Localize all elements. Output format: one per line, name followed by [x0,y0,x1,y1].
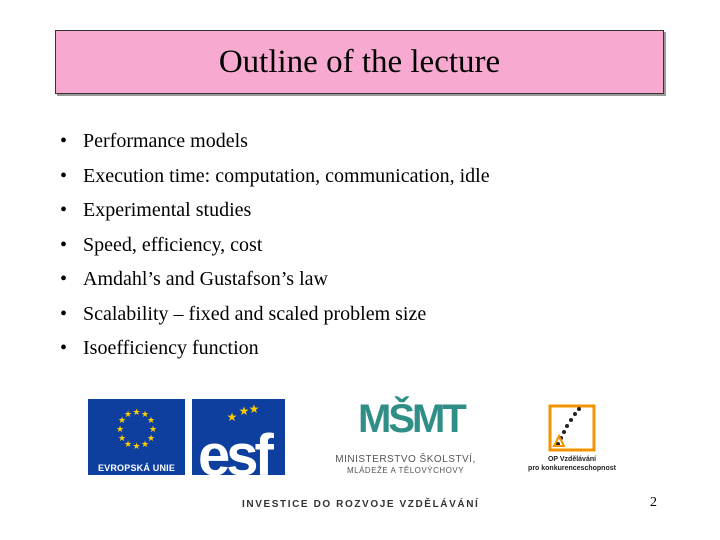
svg-text:★: ★ [238,404,250,418]
bullet-text: Amdahl’s and Gustafson’s law [83,268,328,290]
msmt-mark: MŠMT [358,397,464,441]
investice-tagline: INVESTICE DO ROZVOJE VZDĚLÁVÁNÍ [242,499,480,510]
eu-stars-icon [88,399,185,461]
bullet-dot: • [60,130,68,152]
bullet-item [60,228,490,263]
svg-text:★: ★ [148,425,158,435]
svg-text:★: ★ [140,440,150,450]
bullet-text: Execution time: computation, communication, idle [83,164,490,187]
bullet-dot: • [60,233,68,256]
bullet-text: Experimental studies [83,199,252,221]
svg-text:★: ★ [123,410,133,420]
bullet-dot: • [60,164,68,187]
svg-text:★: ★ [117,434,127,444]
svg-text:★: ★ [146,434,156,444]
op-line2: pro konkurenceschopnost [528,465,616,472]
op-logo [522,396,622,478]
svg-text:★: ★ [115,425,125,435]
bullet-item [60,159,490,194]
sponsor-logos [85,392,645,487]
bullet-item [60,193,490,228]
title-box [55,30,664,94]
bullet-item [60,331,490,366]
msmt-line1: MINISTERSTVO ŠKOLSTVÍ, [335,454,476,465]
page-number: 2 [650,495,657,510]
bullet-text: Scalability – fixed and scaled problem size [83,302,427,325]
svg-text:★: ★ [226,410,238,424]
bullet-text: Isoefficiency function [83,337,259,359]
bullet-item [60,124,490,159]
bullet-dot: • [60,268,68,290]
esf-label: esf [198,423,270,475]
svg-text:★: ★ [248,402,260,416]
eu-label: EVROPSKÁ UNIE [97,463,176,473]
op-line1: OP Vzdělávání [547,456,597,463]
bullet-list [60,124,490,366]
op-emblem-icon [522,396,622,454]
svg-text:★: ★ [132,408,141,418]
msmt-line2: MLÁDEŽE A TĚLOVÝCHOVY [346,466,465,475]
bullet-text: Performance models [83,130,248,152]
eu-flag-logo [88,399,185,475]
svg-text:★: ★ [117,416,127,426]
svg-text:★: ★ [146,416,156,426]
bullet-dot: • [60,199,68,221]
msmt-logo [318,399,493,477]
svg-text:★: ★ [140,410,150,420]
bullet-text: Speed, efficiency, cost [83,233,263,256]
svg-text:★: ★ [132,442,141,452]
bullet-dot: • [60,337,68,359]
bullet-dot: • [60,302,68,325]
slide-title: Outline of the lecture [218,43,501,80]
svg-text:★: ★ [123,440,133,450]
bullet-item [60,297,490,332]
bullet-item [60,262,490,297]
esf-logo [192,399,285,475]
